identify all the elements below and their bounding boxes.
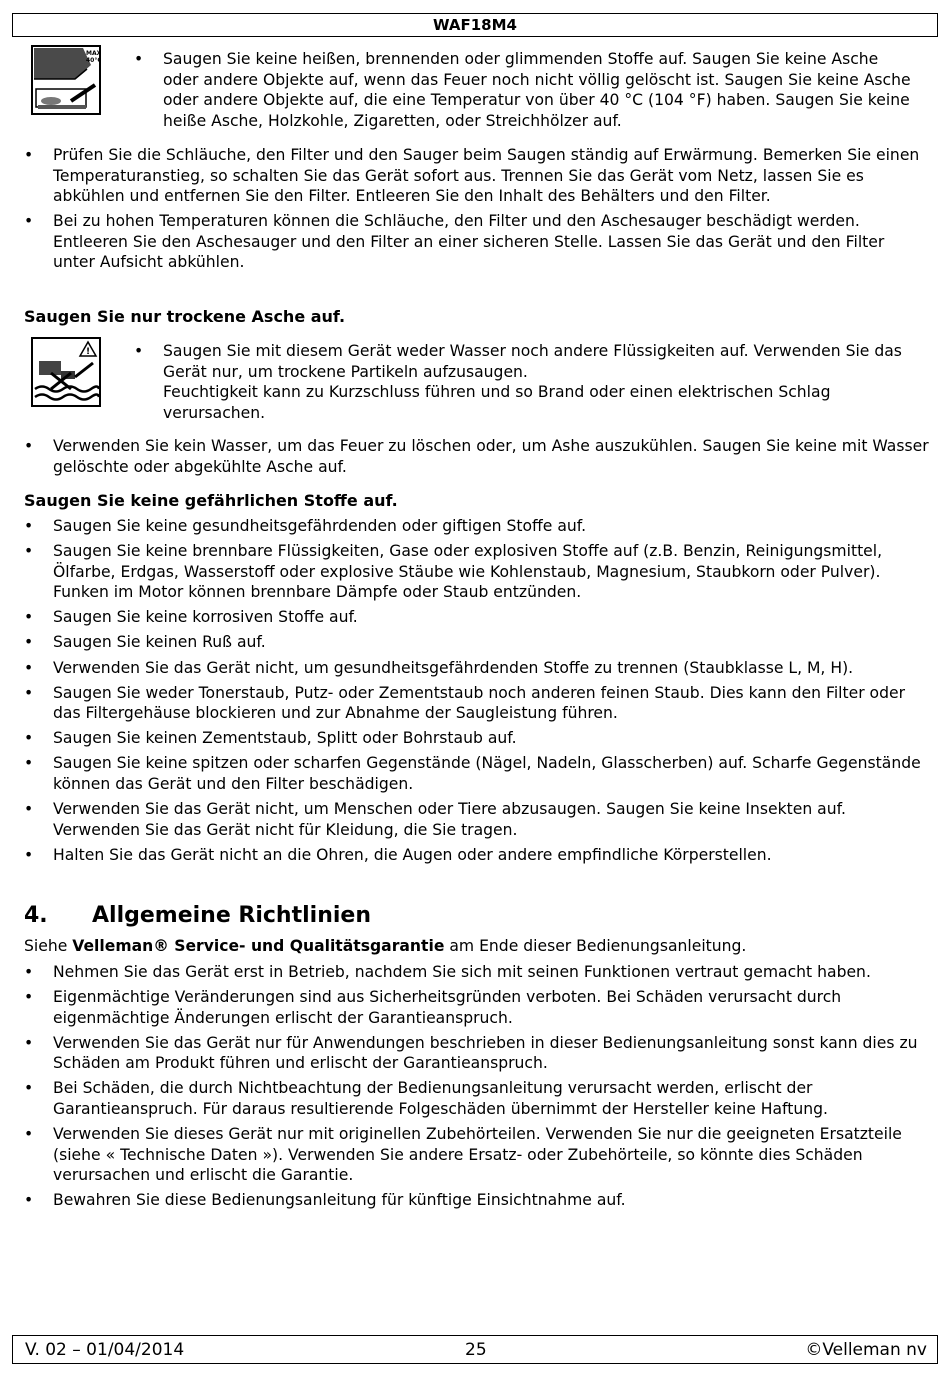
heading-dry-ash: Saugen Sie nur trockene Asche auf. (24, 307, 346, 326)
hazardous-substances-list (24, 516, 930, 870)
intro-text: am Ende dieser Bedienungsanleitung. (444, 937, 747, 955)
list-item: • Bei Schäden, die durch Nichtbeachtung der Bedienungsanleitung verursacht werden, erlischt der Garantieanspruch. Für daraus resultierende Folgeschäden übernimmt der Hersteller keine Haftung. (24, 1078, 930, 1119)
list-item: • Saugen Sie keinen Zementstaub, Splitt oder Bohrstaub auf. (24, 728, 930, 749)
dry-ash-list (134, 341, 914, 428)
svg-text:40°C: 40°C (86, 57, 101, 64)
section-intro (24, 936, 746, 957)
version-date: V. 02 – 01/04/2014 (25, 1340, 185, 1360)
list-item: • Nehmen Sie das Gerät erst in Betrieb, nachdem Sie sich mit seinen Funktionen vertraut gemacht haben. (24, 962, 930, 983)
list-item: • Bewahren Sie diese Bedienungsanleitung für künftige Einsichtnahme auf. (24, 1190, 930, 1211)
section-number: 4. (24, 903, 48, 928)
list-item: • Prüfen Sie die Schläuche, den Filter und den Sauger beim Saugen ständig auf Erwärmung. Bemerken Sie einen Temperaturanstieg, so schalten Sie das Gerät sofort aus. Trennen Sie das Gerät vom Netz, lassen Sie es abkühlen und entfernen Sie den Filter. Entleeren Sie den Inhalt des Behälters und den Filter. (24, 145, 930, 207)
max-40c-hot-ash-icon (31, 45, 101, 121)
list-item: • Verwenden Sie das Gerät nicht, um Menschen oder Tiere abzusaugen. Saugen Sie keine Insekten auf. Verwenden Sie das Gerät nicht für Kleidung, die Sie tragen. (24, 799, 930, 840)
warranty-reference: Velleman® Service- und Qualitätsgarantie (72, 937, 445, 955)
water-warning-list (24, 436, 930, 482)
copyright: ©Velleman nv (805, 1340, 927, 1360)
list-item: • Halten Sie das Gerät nicht an die Ohren, die Augen oder andere empfindliche Körperstellen. (24, 845, 930, 866)
page-header (12, 13, 938, 37)
svg-text:MAX: MAX (86, 50, 101, 57)
list-item-line: Feuchtigkeit kann zu Kurzschluss führen und so Brand oder einen elektrischen Schlag verursachen. (163, 383, 831, 422)
list-item: • Saugen Sie keine spitzen oder scharfen Gegenstände (Nägel, Nadeln, Glasscherben) auf. Scharfe Gegenstände können das Gerät und den Filter beschädigen. (24, 753, 930, 794)
page-footer (12, 1335, 938, 1364)
list-item-line: Saugen Sie mit diesem Gerät weder Wasser noch andere Flüssigkeiten auf. Verwenden Sie das Gerät nur, um trockene Partikeln aufzusaugen. (163, 342, 902, 381)
svg-text:!: ! (86, 347, 91, 357)
section-title: Allgemeine Richtlinien (92, 903, 371, 928)
list-item: • Verwenden Sie kein Wasser, um das Feuer zu löschen oder, um Ashe auszukühlen. Saugen Sie keine mit Wasser gelöschte oder abgekühlte Asche auf. (24, 436, 930, 477)
no-liquids-warning-icon (31, 337, 101, 413)
list-item: • Verwenden Sie dieses Gerät nur mit originellen Zubehörteilen. Verwenden Sie nur die geeigneten Ersatzteile (siehe « Technische Daten »). Verwenden Sie andere Ersatz- oder Zubehörteile, so könnte dies Schäden verursachen und erlischt die Garantie. (24, 1124, 930, 1186)
heating-check-list (24, 145, 930, 278)
list-item: • Saugen Sie keinen Ruß auf. (24, 632, 930, 653)
list-item: • Saugen Sie weder Tonerstaub, Putz- oder Zementstaub noch anderen feinen Staub. Dies kann den Filter oder das Filtergehäuse blockieren und zur Abnahme der Saugleistung führen. (24, 683, 930, 724)
list-item (134, 341, 914, 423)
section-heading (24, 902, 371, 930)
document-model: WAF18M4 (433, 16, 517, 34)
page-number: 25 (465, 1340, 487, 1360)
list-item: • Verwenden Sie das Gerät nur für Anwendungen beschrieben in dieser Bedienungsanleitung sonst kann dies zu Schäden am Produkt führen und erlischt der Garantieanspruch. (24, 1033, 930, 1074)
hot-ash-warning-list (134, 49, 914, 136)
intro-text: Siehe (24, 937, 73, 955)
list-item: • Saugen Sie keine brennbare Flüssigkeiten, Gase oder explosiven Stoffe auf (z.B. Benzin, Reinigungsmittel, Ölfarbe, Erdgas, Wasserstoff oder explosive Stäube wie Kohlenstaub, Magnesium, Staubkorn oder Pulver). Funken im Motor können brennbare Dämpfe oder Staub entzünden. (24, 541, 930, 603)
list-item: • Saugen Sie keine korrosiven Stoffe auf. (24, 607, 930, 628)
list-item: • Bei zu hohen Temperaturen können die Schläuche, den Filter und den Aschesauger beschädigt werden. Entleeren Sie den Aschesauger und den Filter an einer sicheren Stelle. Lassen Sie das Gerät und den Filter unter Aufsicht abkühlen. (24, 211, 930, 273)
list-item: • Saugen Sie keine heißen, brennenden oder glimmenden Stoffe auf. Saugen Sie keine Asche oder andere Objekte auf, wenn das Feuer noch nicht völlig gelöscht ist. Saugen Sie keine Asche oder andere Objekte auf, die eine Temperatur von über 40 °C (104 °F) haben. Saugen Sie keine heiße Asche, Holzkohle, Zigaretten, oder Streichhölzer auf. (134, 49, 914, 131)
list-item: • Saugen Sie keine gesundheitsgefährdenden oder giftigen Stoffe auf. (24, 516, 930, 537)
heading-hazardous-substances: Saugen Sie keine gefährlichen Stoffe auf. (24, 491, 398, 510)
list-item: • Verwenden Sie das Gerät nicht, um gesundheitsgefährdenden Stoffe zu trennen (Staubklasse L, M, H). (24, 658, 930, 679)
list-item: • Eigenmächtige Veränderungen sind aus Sicherheitsgründen verboten. Bei Schäden verursacht durch eigenmächtige Änderungen erlischt der Garantieanspruch. (24, 987, 930, 1028)
general-guidelines-list (24, 962, 930, 1216)
